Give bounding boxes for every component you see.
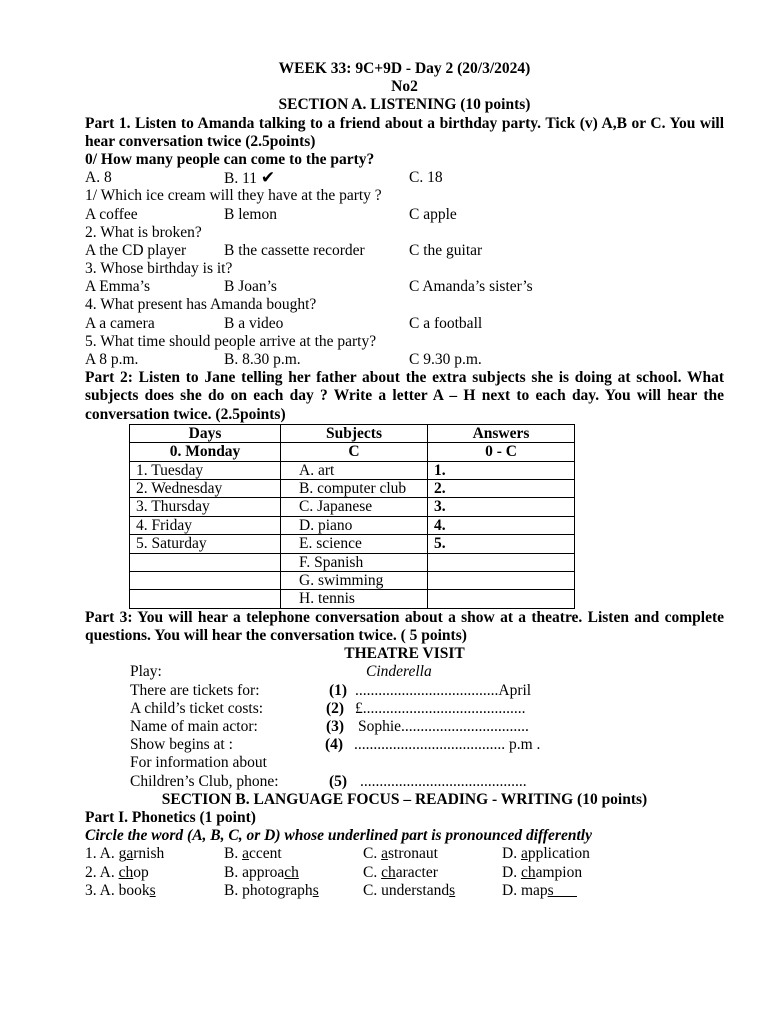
day-cell <box>130 553 281 571</box>
info-label: For information about <box>130 754 267 772</box>
table-row <box>130 516 575 534</box>
answer-cell[interactable]: 5. <box>428 535 575 553</box>
question-text: 5. What time should people arrive at the party? <box>85 332 377 350</box>
part1-instruction: Part 1. Listen to Amanda talking to a friend about a birthday party. Tick (v) A,B or C. You will hear conversation twice (2.5points) <box>85 114 724 150</box>
example-options <box>85 169 724 187</box>
answer-cell <box>428 553 575 571</box>
word-part: D. <box>502 845 521 863</box>
part1-question-3 <box>85 260 724 296</box>
question-options <box>85 278 724 296</box>
underlined-part: a <box>126 845 134 863</box>
day-cell: 2. Wednesday <box>130 480 281 498</box>
example-answer: 0 - C <box>428 443 575 461</box>
question-options <box>85 315 724 333</box>
word-option-d[interactable] <box>502 845 590 863</box>
word-part: ampion <box>535 863 583 881</box>
option-c: C a football <box>409 314 483 332</box>
part1-question-2 <box>85 224 724 260</box>
question-options <box>85 206 724 224</box>
answer-cell[interactable]: 1. <box>428 461 575 479</box>
theatre-visit-title: THEATRE VISIT <box>344 645 465 663</box>
field-number: (4) <box>325 736 344 754</box>
play-label: Play: <box>130 663 162 681</box>
underlined-part: ch <box>118 863 134 881</box>
answer-cell <box>428 590 575 608</box>
word-part: ccent <box>248 845 282 863</box>
underlined-part: a <box>381 845 388 863</box>
word-option-a[interactable] <box>85 845 164 863</box>
table-row <box>130 590 575 608</box>
part2-instruction: Part 2: Listen to Jane telling her father about the extra subjects she is doing at school. What subjects does she do on each day ? Write a letter A – H next to each day. You will hear the conversation twice. (2.5points) <box>85 369 724 423</box>
info-row <box>85 754 724 772</box>
option-c: C the guitar <box>409 241 483 259</box>
option-c: C. 18 <box>409 169 443 187</box>
option-a: A the CD player <box>85 241 187 259</box>
option-b <box>224 169 275 188</box>
check-mark-icon: ✔ <box>260 168 276 189</box>
phonetics-row-1 <box>85 845 724 863</box>
example-subject: C <box>281 443 428 461</box>
option-a: A Emma’s <box>85 278 151 296</box>
answer-blank-1[interactable]: .....................................April <box>355 681 532 699</box>
phonetics-row-2 <box>85 864 724 882</box>
field-label: Name of main actor: <box>130 718 258 736</box>
tickets-row <box>85 682 724 700</box>
question-options <box>85 242 724 260</box>
table-row <box>130 498 575 516</box>
club-label: Children’s Club, phone: <box>130 772 279 790</box>
word-option-d[interactable] <box>502 864 582 882</box>
day-cell: 4. Friday <box>130 516 281 534</box>
subject-cell: B. computer club <box>281 480 428 498</box>
underlined-part: ch <box>381 863 396 881</box>
word-option-b[interactable] <box>224 845 282 863</box>
option-c: C apple <box>409 205 457 223</box>
subject-cell: C. Japanese <box>281 498 428 516</box>
play-value: Cinderella <box>366 663 432 681</box>
header-answers: Answers <box>428 424 575 442</box>
word-part: C. <box>363 845 382 863</box>
option-b: B. 8.30 p.m. <box>224 351 301 369</box>
underlined-part: a <box>242 845 249 863</box>
subjects-table <box>129 424 575 609</box>
word-part: 2. A. <box>85 863 119 881</box>
section-b-heading: SECTION B. LANGUAGE FOCUS – READING - WRITING (10 points) <box>161 790 648 808</box>
theatre-form <box>85 663 724 790</box>
question-text: 3. Whose birthday is it? <box>85 260 233 278</box>
day-cell: 5. Saturday <box>130 535 281 553</box>
underlined-part: ch <box>284 863 299 881</box>
option-a: A a camera <box>85 314 155 332</box>
subject-cell: F. Spanish <box>281 553 428 571</box>
word-part: D. map <box>502 881 548 899</box>
option-b: B Joan’s <box>224 278 277 296</box>
subject-cell: A. art <box>281 461 428 479</box>
answer-cell[interactable]: 3. <box>428 498 575 516</box>
part1-question-4 <box>85 296 724 332</box>
phonetics-row-3 <box>85 882 724 900</box>
field-number: (1) <box>329 681 348 699</box>
answer-cell[interactable]: 2. <box>428 480 575 498</box>
answer-blank-2[interactable]: £.......................................... <box>355 699 526 717</box>
subject-cell: E. science <box>281 535 428 553</box>
word-part: 1. A. g <box>85 845 127 863</box>
table-header-row <box>130 424 575 442</box>
subject-cell: H. tennis <box>281 590 428 608</box>
word-part: C. understand <box>363 881 450 899</box>
worksheet-title: WEEK 33: 9C+9D - Day 2 (20/3/2024) <box>278 60 531 77</box>
example-row <box>130 443 575 461</box>
header-days: Days <box>130 424 281 442</box>
option-b: B lemon <box>224 205 277 223</box>
answer-blank-4[interactable]: ....................................... p.m . <box>354 736 541 754</box>
word-part: aracter <box>395 863 438 881</box>
part1-question-5 <box>85 333 724 369</box>
question-text: 4. What present has Amanda bought? <box>85 296 317 314</box>
word-part: B. <box>224 845 243 863</box>
day-cell: 1. Tuesday <box>130 461 281 479</box>
underlined-part: s <box>312 881 319 899</box>
underlined-part: s <box>449 881 456 899</box>
field-number: (5) <box>329 772 348 790</box>
worksheet-page <box>85 60 724 900</box>
show-begins-row <box>85 736 724 754</box>
club-phone-row <box>85 773 724 791</box>
option-b-text: B. 11 <box>224 170 258 188</box>
field-label: There are tickets for: <box>130 681 260 699</box>
option-a: A coffee <box>85 205 138 223</box>
field-number: (3) <box>326 718 345 736</box>
word-part: C. <box>363 863 382 881</box>
word-option-d[interactable] <box>502 882 577 900</box>
option-a: A. 8 <box>85 169 112 187</box>
example-day: 0. Monday <box>130 443 281 461</box>
play-row <box>85 663 724 681</box>
subject-cell: G. swimming <box>281 572 428 590</box>
word-part: D. <box>502 863 521 881</box>
word-part: pplication <box>527 845 590 863</box>
part1-question-1 <box>85 187 724 223</box>
day-cell: 3. Thursday <box>130 498 281 516</box>
word-option-c[interactable] <box>363 845 438 863</box>
word-part: stronaut <box>387 845 438 863</box>
subject-cell: D. piano <box>281 516 428 534</box>
question-options <box>85 351 724 369</box>
field-label: A child’s ticket costs: <box>130 699 264 717</box>
word-option-b[interactable] <box>224 882 319 900</box>
word-part: op <box>133 863 149 881</box>
option-b: B a video <box>224 314 284 332</box>
option-b: B the cassette recorder <box>224 241 365 259</box>
answer-blank-3[interactable]: Sophie................................. <box>358 718 529 736</box>
header-subjects: Subjects <box>281 424 428 442</box>
underlined-part: s <box>149 881 156 899</box>
main-actor-row <box>85 718 724 736</box>
word-part: B. photograph <box>224 881 313 899</box>
word-option-b[interactable] <box>224 864 299 882</box>
word-option-a[interactable] <box>85 882 156 900</box>
table-row <box>130 480 575 498</box>
underlined-part: a <box>520 845 528 863</box>
word-part: rnish <box>133 845 165 863</box>
table-row <box>130 461 575 479</box>
underlined-part: s___ <box>547 881 577 899</box>
word-option-a[interactable] <box>85 864 149 882</box>
phonetics-instruction: Circle the word (A, B, C, or D) whose underlined part is pronounced differently <box>85 827 592 845</box>
day-cell <box>130 572 281 590</box>
word-option-c[interactable] <box>363 882 455 900</box>
underlined-part: ch <box>520 863 536 881</box>
field-number: (2) <box>326 699 345 717</box>
example-question: 0/ How many people can come to the party? <box>85 150 375 168</box>
option-c: C 9.30 p.m. <box>409 351 482 369</box>
table-row <box>130 553 575 571</box>
field-label: Show begins at : <box>130 736 233 754</box>
day-cell <box>130 590 281 608</box>
part3-instruction: Part 3: You will hear a telephone conversation about a show at a theatre. Listen and complete questions. You will hear the conversation twice. ( 5 points) <box>85 608 724 645</box>
word-part: 3. A. book <box>85 881 150 899</box>
phonetics-title: Part I. Phonetics (1 point) <box>85 808 256 826</box>
word-part: B. approa <box>224 863 285 881</box>
answer-cell <box>428 572 575 590</box>
section-a-heading: SECTION A. LISTENING (10 points) <box>278 96 531 114</box>
table-row <box>130 535 575 553</box>
answer-blank-5[interactable]: ........................................... <box>360 772 527 790</box>
option-c: C Amanda’s sister’s <box>409 278 533 296</box>
answer-cell[interactable]: 4. <box>428 516 575 534</box>
child-ticket-row <box>85 700 724 718</box>
word-option-c[interactable] <box>363 864 438 882</box>
option-a: A 8 p.m. <box>85 351 139 369</box>
question-text: 1/ Which ice cream will they have at the party ? <box>85 187 382 205</box>
worksheet-number: No2 <box>391 78 418 96</box>
question-text: 2. What is broken? <box>85 223 202 241</box>
table-row <box>130 572 575 590</box>
